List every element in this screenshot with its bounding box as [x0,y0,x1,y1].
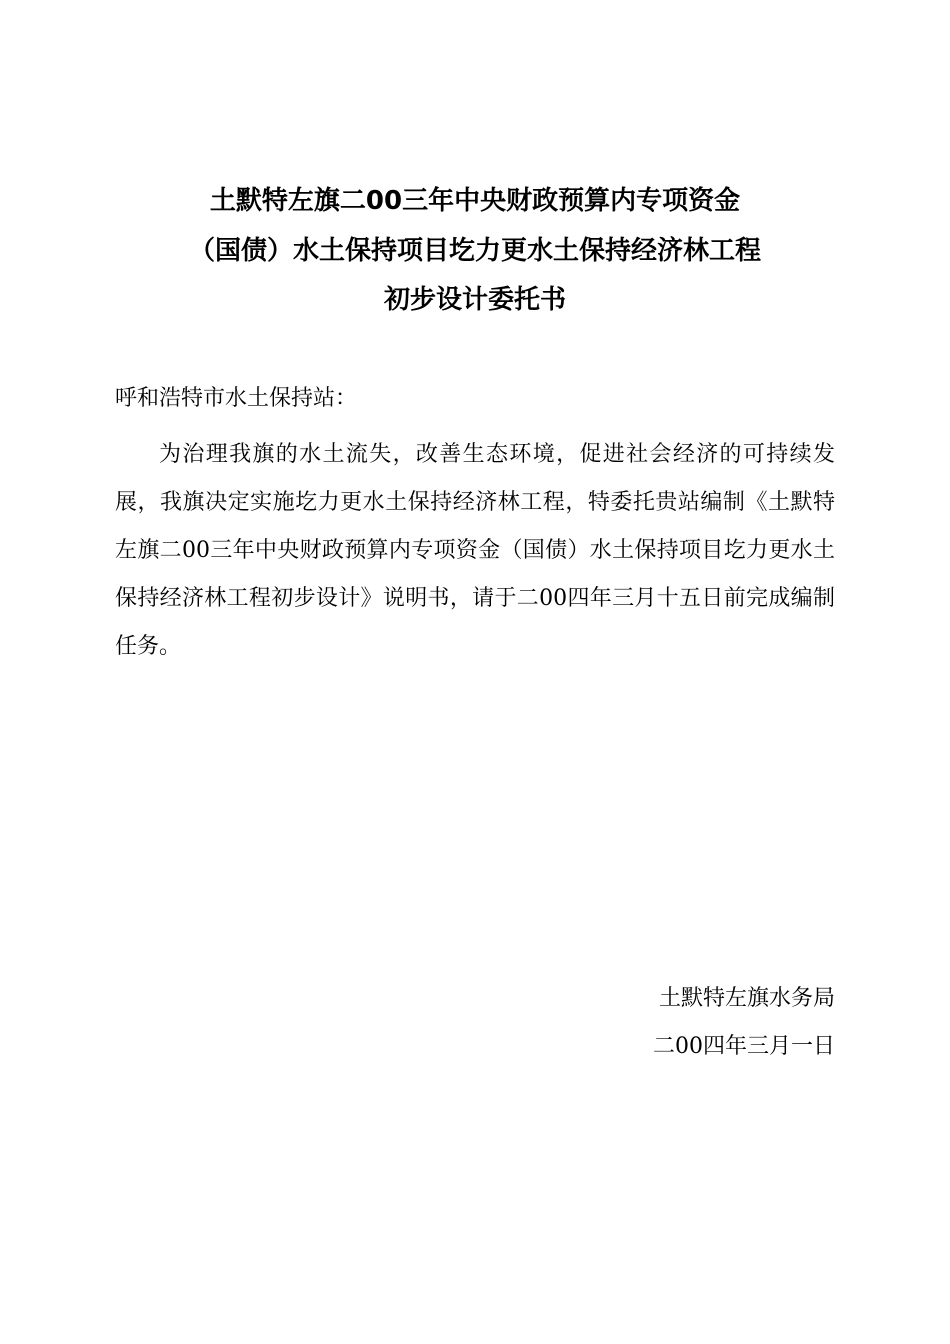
salutation: 呼和浩特市水土保持站： [115,386,358,411]
signature-organization: 土默特左旗水务局 [658,986,835,1011]
document-title-line-3: 初步设计委托书 [383,285,566,315]
body-paragraph: 为治理我旗的水土流失，改善生态环境，促进社会经济的可持续发展，我旗决定实施圪力更水土保持经济林工程，特委托贵站编制《土默特左旗二00三年中央财政预算内专项资金（国债）水土保持项目圪力更水土保持经济林工程初步设计》说明书，请于二00四年三月十五日前完成编制任务。 [115,442,835,659]
signature-date: 二00四年三月一日 [653,1034,835,1059]
document-title-line-1: 土默特左旗二00三年中央财政预算内专项资金 [209,186,741,216]
document-title-line-2: （国债）水土保持项目圪力更水土保持经济林工程 [188,236,761,266]
